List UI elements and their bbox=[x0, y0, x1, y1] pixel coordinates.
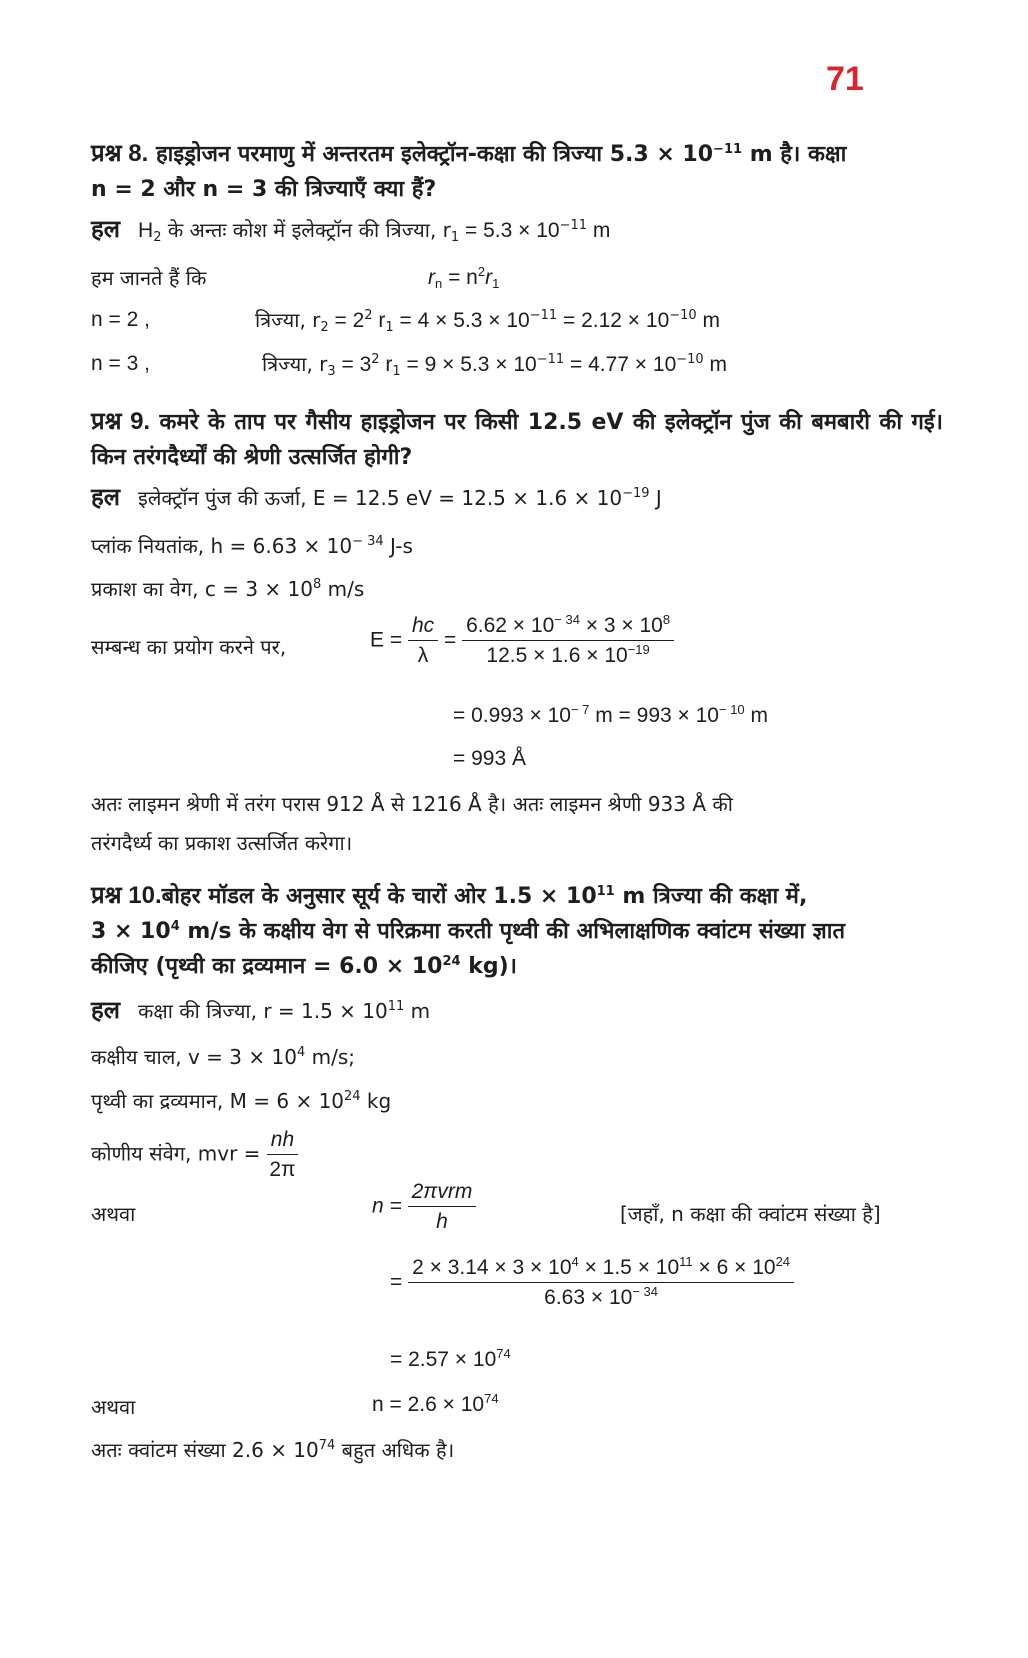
q9-conclusion-1: अतः लाइमन श्रेणी में तरंग परास 912 Å से 1216 Å है। अतः लाइमन श्रेणी 933 Å की bbox=[91, 792, 733, 816]
q8-solution-line-1: हल $H_2$ के अन्तः कोश में इलेक्ट्रॉन की त्रिज्या, $r_1 = 5.3 \times 10^{-11}$ m bbox=[91, 215, 611, 245]
q10-n-formula: n = $\frac{\text{2πvrm}}{h}$ bbox=[372, 1180, 476, 1234]
q8-n3-radius: त्रिज्या, $r_3 = 3^2$ $r_1 = 9 \times 5.3 \times 10^{-11} = 4.77 \times 10^{-10}$ m bbox=[262, 352, 728, 379]
q9-light-speed: प्रकाश का वेग, $c = 3 \times 10^8$ m/s bbox=[91, 577, 365, 601]
solution-label: हल bbox=[91, 215, 121, 243]
q8-n3-label: n = 3 , bbox=[91, 352, 150, 375]
question-9: प्रश्न 9. कमरे के ताप पर गैसीय हाइड्रोजन पर किसी 12.5 eV की इलेक्ट्रॉन पुंज की बमबारी की गई। किन तरंगदैर्ध्यों की श्रेणी उत्सर्जित होगी? bbox=[91, 408, 943, 470]
q10-angular-momentum: कोणीय संवेग, mvr = $\frac{nh}{2\pi}$ bbox=[91, 1128, 298, 1182]
q10-athva-1: अथवा bbox=[91, 1202, 136, 1226]
question-9-label: प्रश्न 9. bbox=[91, 408, 151, 435]
q10-final: $n = 2.6 \times 10^{74}$ bbox=[372, 1391, 499, 1416]
q8-known-text: हम जानते हैं कि bbox=[91, 266, 207, 290]
q8-formula: $r_n = n^2r_1$ bbox=[428, 264, 500, 291]
question-10-label: प्रश्न 10. bbox=[91, 882, 162, 909]
solution-label: हल bbox=[91, 996, 121, 1024]
q9-relation-text: सम्बन्ध का प्रयोग करने पर, bbox=[91, 635, 287, 659]
solution-label: हल bbox=[91, 483, 121, 511]
q10-where-note: [जहाँ, n कक्षा की क्वांटम संख्या है] bbox=[620, 1202, 881, 1226]
question-8-label: प्रश्न 8. bbox=[91, 140, 149, 167]
q9-result-2: = 993 Å bbox=[453, 747, 526, 770]
nh-over-2pi: $\frac{nh}{2\pi}$ bbox=[267, 1128, 298, 1182]
q9-equation: E = $\frac{hc}{\lambda}$ = $\frac{6.62 \times 10^{- 34} \times 3 \times 10^8}{12.5 \times 1.6 \times 10^{-19}}$ bbox=[370, 614, 674, 668]
q9-result-1: = $0.993 \times 10^{- 7}$ $m = 993 \times 10^{- 10}$ m bbox=[453, 702, 768, 727]
q10-result: = $2.57 \times 10^{74}$ bbox=[390, 1346, 511, 1371]
q10-speed: कक्षीय चाल, $v = 3 \times 10^4$ m/s; bbox=[91, 1045, 355, 1069]
question-10: प्रश्न 10.बोहर मॉडल के अनुसार सूर्य के चारों ओर $1.5 \times 10^{11}$ m त्रिज्या की कक्षा में, $3 \times 10^4$ m/s के कक्षीय वेग से परिक्रमा करती पृथ्वी की अभिलाक्षणिक क्वांटम संख्या ज्ञात कीजिए (पृथ्वी का द्रव्यमान = $6.0 \times 10^{24}$ kg)। bbox=[91, 882, 846, 979]
q9-conclusion-2: तरंगदैर्ध्य का प्रकाश उत्सर्जित करेगा। bbox=[91, 831, 353, 855]
page-number: 71 bbox=[826, 60, 864, 98]
q10-mass: पृथ्वी का द्रव्यमान, $M = 6 \times 10^{24}$ kg bbox=[91, 1089, 392, 1113]
hc-over-lambda: $\frac{hc}{\lambda}$ bbox=[408, 614, 438, 668]
q8-n2-radius: त्रिज्या, $r_2 = 2^2$ $r_1 = 4 \times 5.3 \times 10^{-11} = 2.12 \times 10^{-10}$ m bbox=[255, 308, 721, 335]
energy-fraction: $\frac{6.62 \times 10^{- 34} \times 3 \times 10^8}{12.5 \times 1.6 \times 10^{-19}}$ bbox=[462, 614, 674, 668]
q9-planck: प्लांक नियतांक, $h = 6.63 \times 10^{- 34}$ J-s bbox=[91, 534, 413, 558]
q10-athva-2: अथवा bbox=[91, 1395, 136, 1419]
q9-energy: हल इलेक्ट्रॉन पुंज की ऊर्जा, E = 12.5 eV = $12.5 \times 1.6 \times 10^{-19}$ J bbox=[91, 483, 662, 511]
q10-big-equation: = $\frac{2 \times 3.14 \times 3 \times 10^4 \times 1.5 \times 10^{11} \times 6 \times 10^{24}}{6.63 \times 10^{- 34}}$ bbox=[390, 1256, 794, 1310]
q8-n2-label: n = 2 , bbox=[91, 308, 150, 331]
question-8: प्रश्न 8. हाइड्रोजन परमाणु में अन्तरतम इलेक्ट्रॉन-कक्षा की त्रिज्या $5.3 \times 10^{-11}$ m है। कक्षा n = 2 और n = 3 की त्रिज्याएँ क्या हैं? bbox=[91, 140, 847, 202]
q10-conclusion: अतः क्वांटम संख्या $2.6 \times 10^{74}$ बहुत अधिक है। bbox=[91, 1438, 455, 1462]
q10-radius: हल कक्षा की त्रिज्या, $r = 1.5 \times 10^{11}$ m bbox=[91, 996, 431, 1024]
